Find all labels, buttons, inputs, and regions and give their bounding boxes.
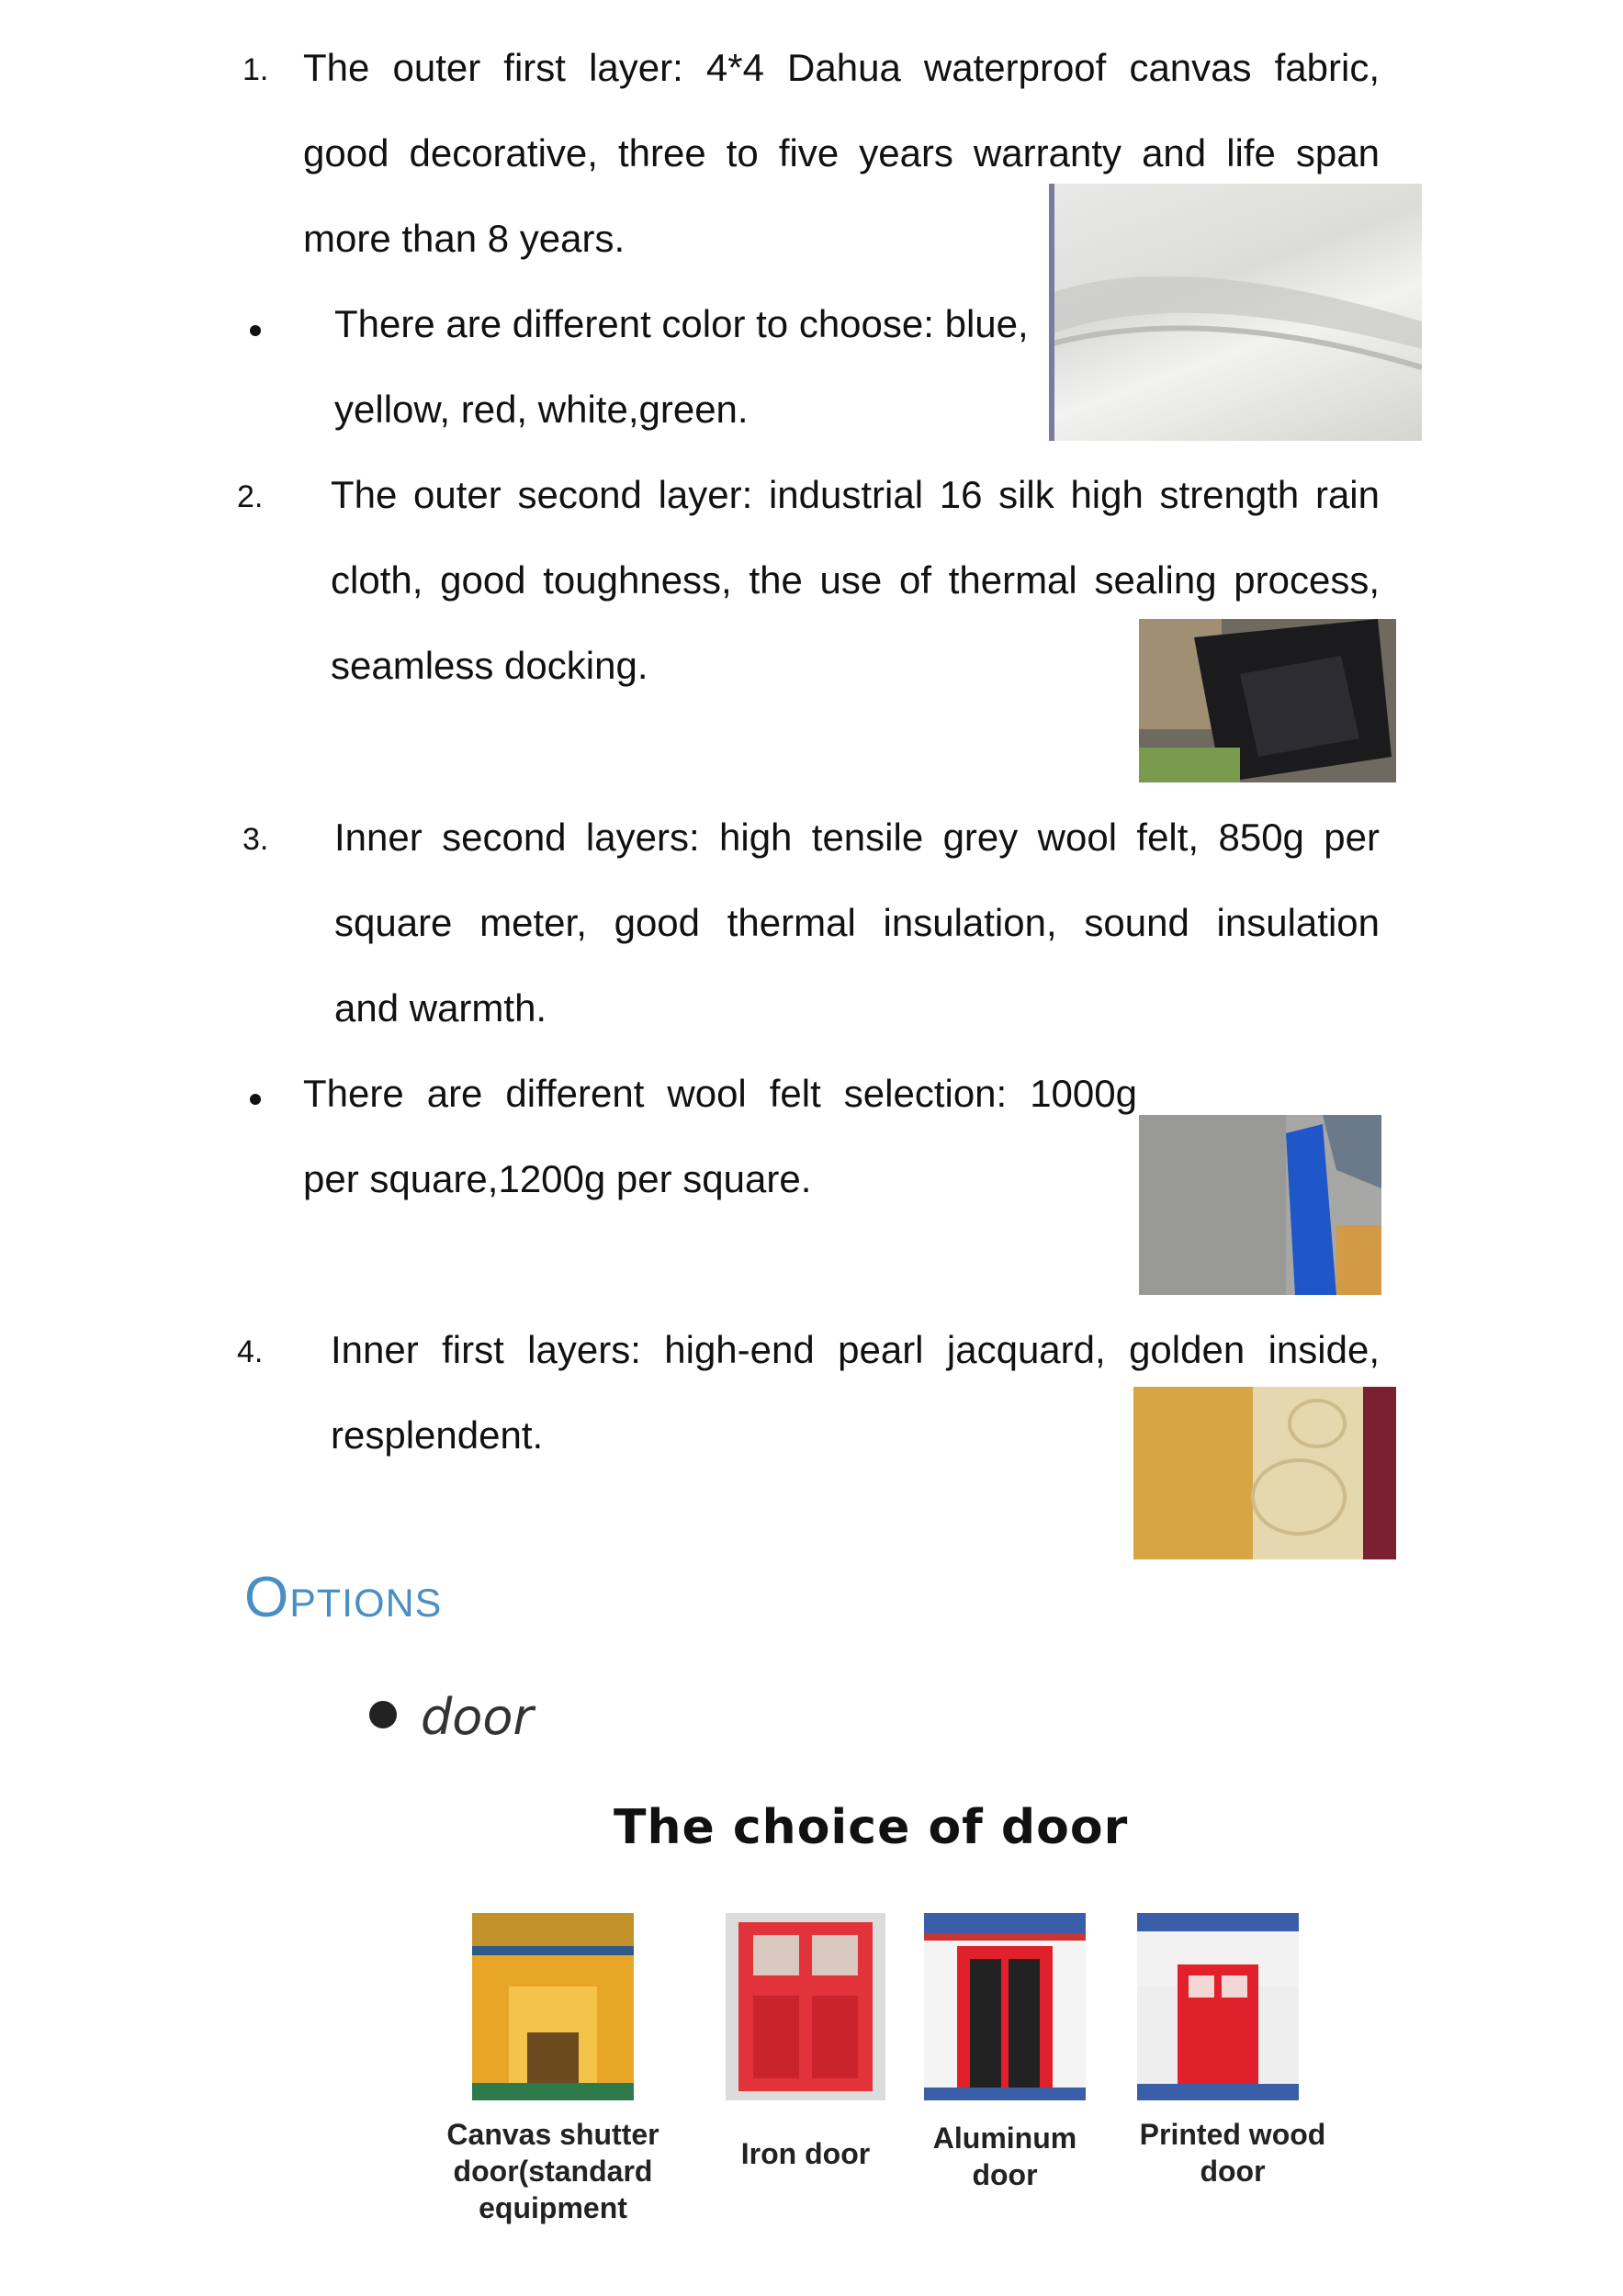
item-number: 3. — [242, 822, 269, 857]
caption-line: door — [972, 2158, 1038, 2191]
options-heading: Options — [244, 1566, 443, 1629]
door-caption-printed-wood — [1106, 2116, 1359, 2189]
caption-line: Canvas shutter — [446, 2118, 659, 2151]
item-2-line-1: The outer second layer: industrial 16 silk high strength rain — [331, 473, 1380, 516]
canvas-fabric-photo — [1049, 184, 1422, 441]
wool-bullet-line-1: There are different wool felt selection: 1000g — [303, 1072, 1137, 1115]
bullet-dot — [250, 325, 261, 336]
door-choice-title: The choice of door — [614, 1800, 1129, 1855]
item-4-line-1: Inner first layers: high-end pearl jacquard, golden inside, — [331, 1328, 1380, 1371]
jacquard-photo — [1133, 1387, 1396, 1559]
item-2-line-3: seamless docking. — [331, 644, 648, 687]
bullet-dot — [369, 1701, 397, 1728]
item-number: 1. — [242, 52, 269, 87]
item-1-line-3: more than 8 years. — [303, 217, 626, 260]
canvas-shutter-door-photo — [472, 1913, 634, 2100]
caption-line: door — [1200, 2155, 1266, 2188]
caption-line: Aluminum — [932, 2122, 1077, 2155]
door-caption-canvas-shutter — [424, 2116, 682, 2226]
item-1-line-2: good decorative, three to five years warranty and life span — [303, 131, 1380, 174]
caption-line: Iron door — [740, 2137, 871, 2170]
item-1-line-1: The outer first layer: 4*4 Dahua waterproof canvas fabric, — [303, 46, 1380, 89]
item-number: 4. — [237, 1334, 264, 1369]
wool-felt-photo — [1139, 1115, 1381, 1295]
item-2-line-2: cloth, good toughness, the use of thermal sealing process, — [331, 558, 1380, 602]
bullet-dot — [250, 1094, 261, 1105]
item-3-line-2: square meter, good thermal insulation, sound insulation — [334, 901, 1380, 944]
wool-bullet-line-2: per square,1200g per square. — [303, 1157, 812, 1200]
aluminum-door-photo — [924, 1913, 1086, 2100]
door-caption-aluminum — [896, 2120, 1113, 2193]
color-bullet-line-2: yellow, red, white,green. — [334, 388, 749, 431]
caption-line: Printed wood — [1139, 2118, 1326, 2151]
printed-wood-door-photo — [1137, 1913, 1299, 2100]
door-bullet-label: door — [421, 1688, 534, 1746]
color-bullet-line-1: There are different color to choose: blue, — [334, 302, 1029, 345]
caption-line: door(standard — [453, 2155, 653, 2188]
item-number: 2. — [237, 479, 264, 514]
door-caption-iron — [698, 2135, 913, 2172]
iron-door-photo — [726, 1913, 885, 2100]
item-3-line-1: Inner second layers: high tensile grey wool felt, 850g per — [334, 816, 1380, 859]
caption-line: equipment — [479, 2191, 627, 2224]
item-3-line-3: and warmth. — [334, 986, 547, 1030]
rain-cloth-photo — [1139, 619, 1396, 782]
item-4-line-2: resplendent. — [331, 1413, 544, 1457]
